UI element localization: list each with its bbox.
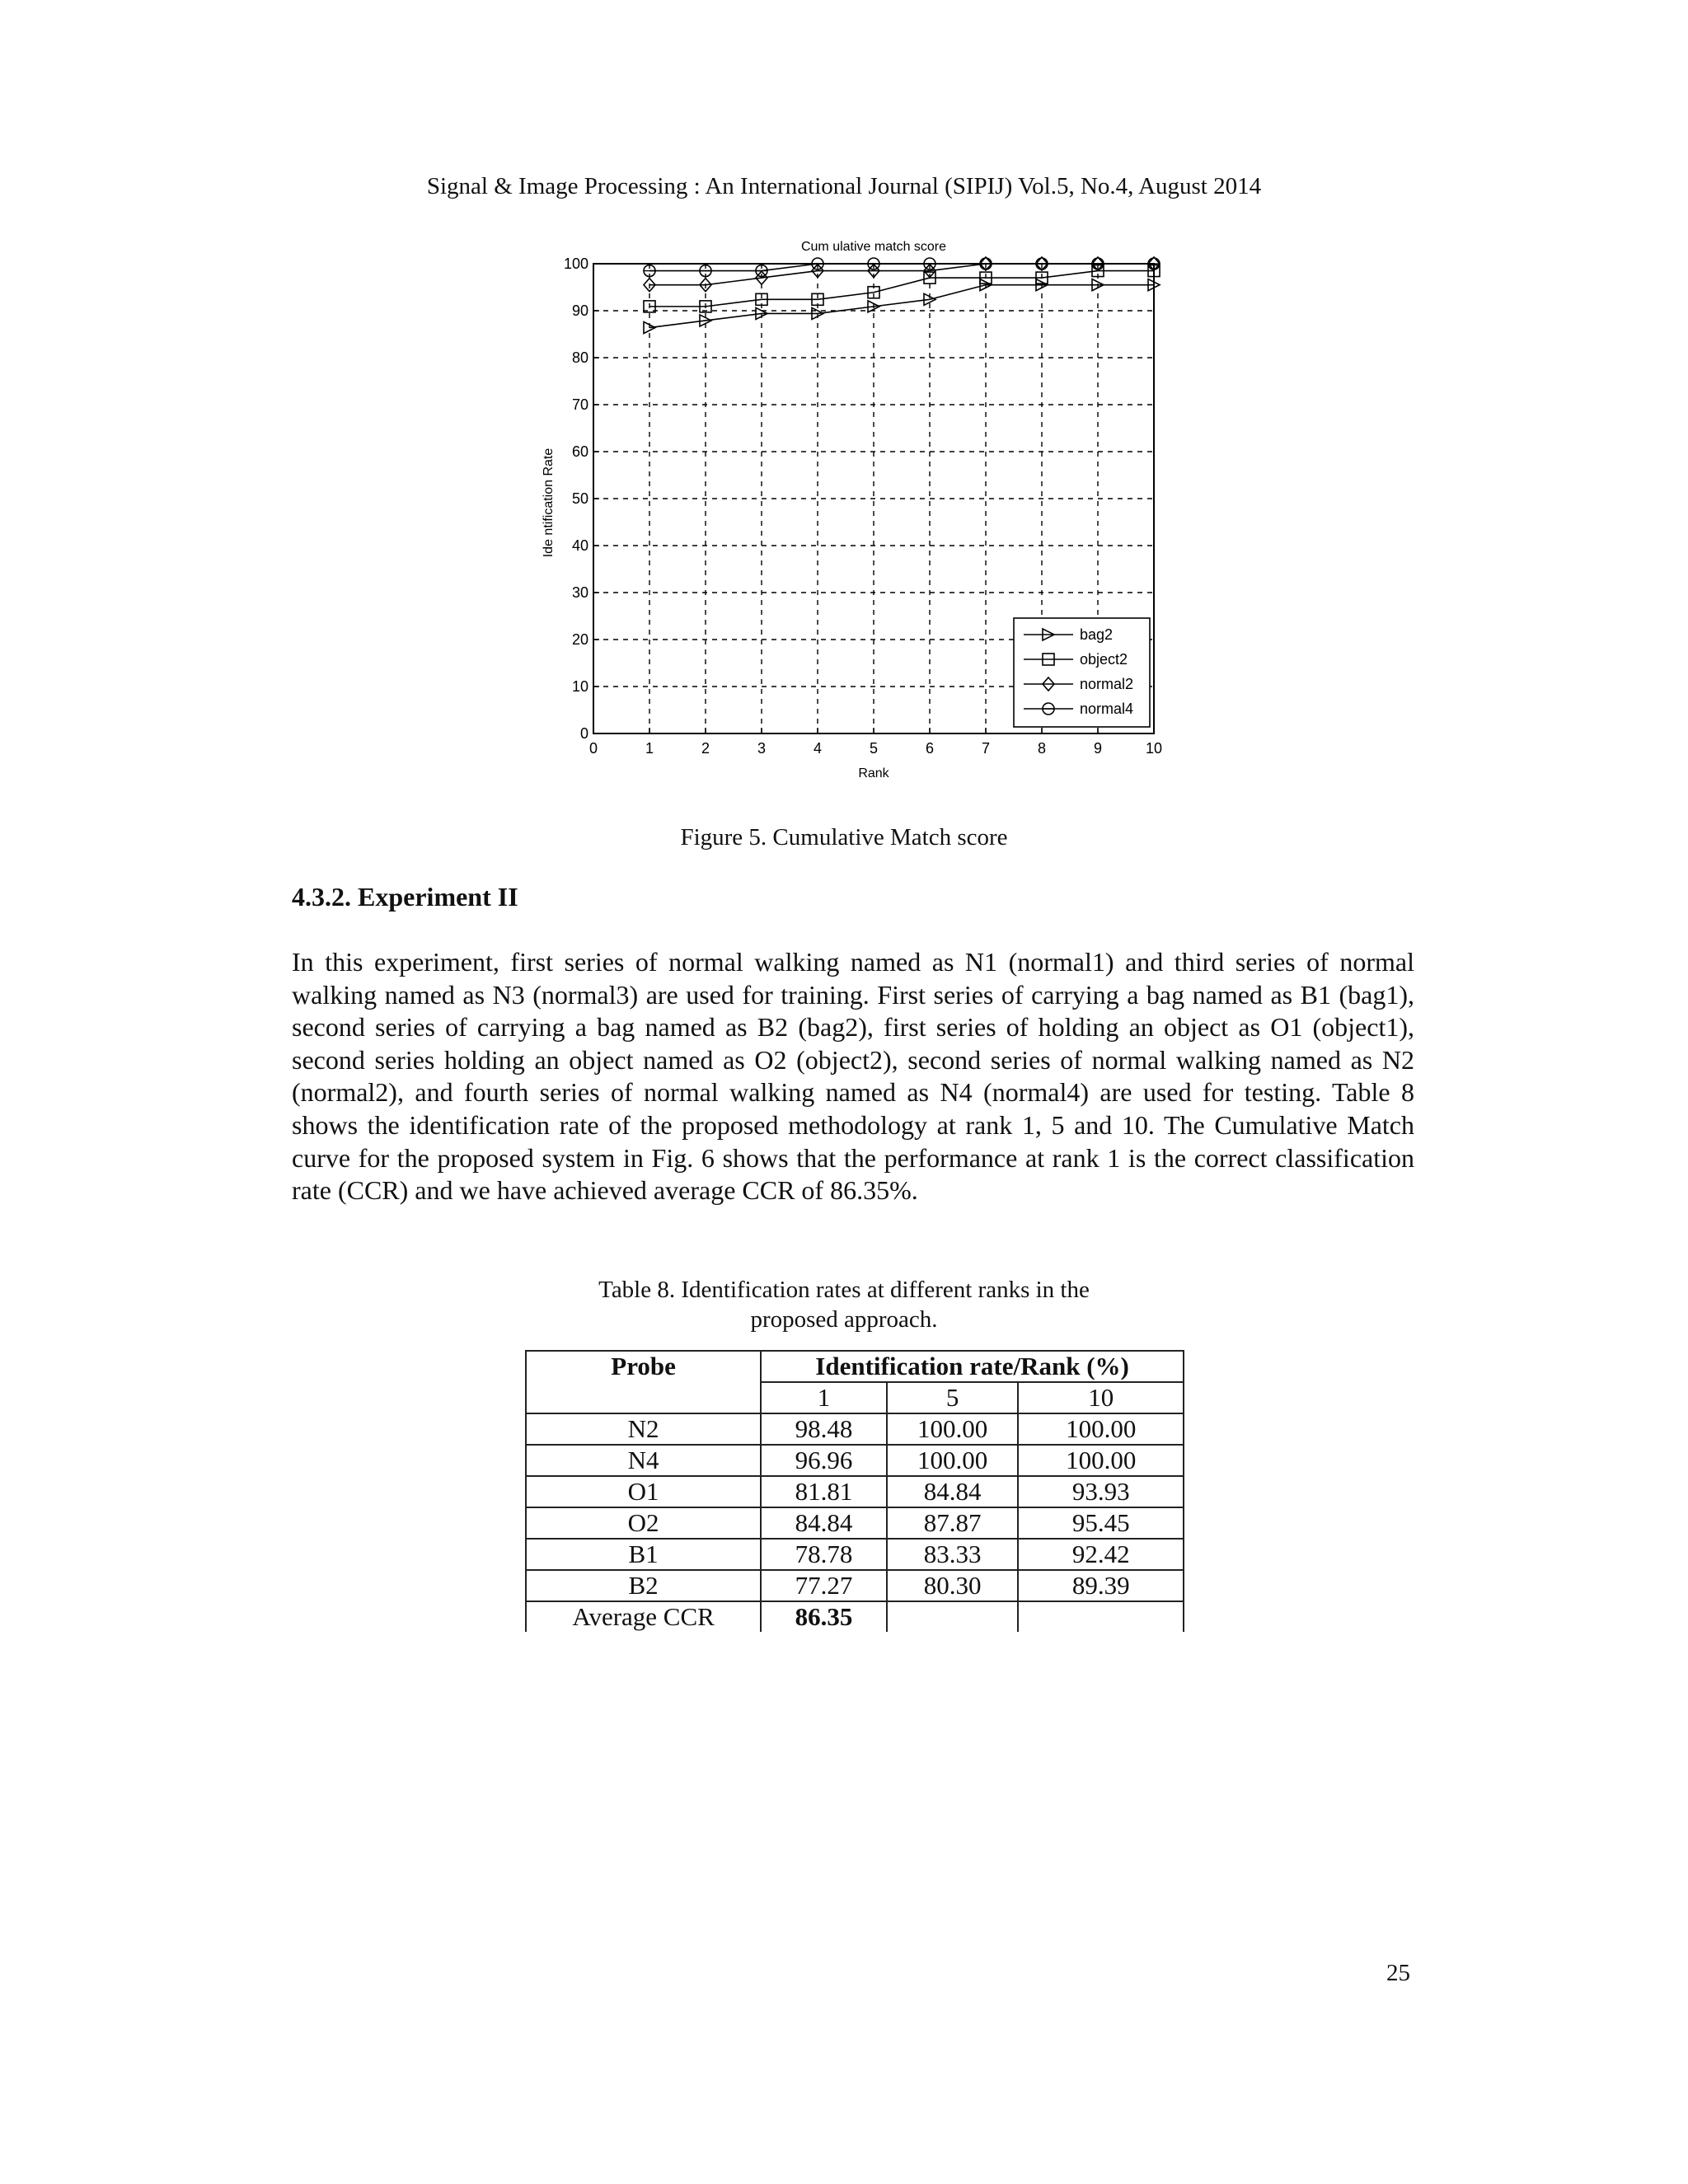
- y-tick-label: 50: [571, 490, 588, 507]
- figure-caption: Figure 5. Cumulative Match score: [680, 824, 1008, 851]
- x-tick-label: 3: [757, 740, 767, 757]
- x-tick-label: 2: [701, 740, 710, 757]
- rank-label: 10: [1018, 1382, 1184, 1413]
- empty-cell: [1018, 1601, 1184, 1632]
- cumulative-match-chart: [519, 231, 1179, 799]
- rank-label: 5: [887, 1382, 1019, 1413]
- rank1-cell: 98.48: [761, 1413, 887, 1445]
- rank5-cell: 80.30: [887, 1570, 1019, 1601]
- probe-cell: B1: [526, 1539, 761, 1570]
- probe-cell: O2: [526, 1507, 761, 1539]
- table-caption-line-1: Table 8. Identification rates at different ranks in the: [598, 1277, 1090, 1303]
- rank10-cell: 100.00: [1018, 1413, 1184, 1445]
- table-caption-line-2: proposed approach.: [750, 1306, 938, 1333]
- y-tick-label: 70: [571, 396, 588, 413]
- identification-rates-table: [525, 1350, 1184, 1632]
- y-tick-label: 30: [571, 584, 588, 601]
- page-number: 25: [1386, 1960, 1410, 1986]
- x-tick-label: 6: [925, 740, 935, 757]
- x-tick-label: 4: [813, 740, 823, 757]
- running-header: Signal & Image Processing : An International Journal (SIPIJ) Vol.5, No.4, August 2014: [426, 173, 1262, 199]
- chart-x-axis-label: Rank: [858, 766, 889, 780]
- legend-label: object2: [1080, 651, 1128, 668]
- legend-label: bag2: [1080, 626, 1114, 643]
- y-tick-label: 100: [563, 255, 588, 272]
- rank10-cell: 89.39: [1018, 1570, 1184, 1601]
- x-tick-label: 8: [1037, 740, 1047, 757]
- table-row: [526, 1539, 1184, 1570]
- rank10-cell: 100.00: [1018, 1445, 1184, 1476]
- y-tick-label: 90: [571, 302, 588, 319]
- table-header-row: [526, 1351, 1184, 1382]
- table-row: [526, 1570, 1184, 1601]
- body-paragraph: In this experiment, first series of normal walking named as N1 (normal1) and third series of normal walking named as N3 (normal3) are used for training. First series of carrying a bag named as B1 (bag1), second series of carrying a bag named as B2 (bag2), first series of holding an object as O1 (object1), second series holding an object named as O2 (object2), second series of normal walking named as N2 (normal2), and fourth series of normal walking named as N4 (normal4) are used for testing. Table 8 shows the identification rate of the proposed methodology at rank 1, 5 and 10. The Cumulative Match curve for the proposed system in Fig. 6 shows that the performance at rank 1 is the correct classification rate (CCR) and we have achieved average CCR of 86.35%.: [292, 947, 1414, 1206]
- rank5-cell: 100.00: [887, 1445, 1019, 1476]
- chart-y-axis-label: Ide ntification Rate: [542, 448, 556, 558]
- series-line-bag2: [649, 285, 1154, 328]
- series-line-normal4: [649, 264, 1154, 271]
- average-value: 86.35: [761, 1601, 887, 1632]
- rank10-cell: 95.45: [1018, 1507, 1184, 1539]
- chart-svg: [519, 231, 1179, 799]
- rank5-cell: 87.87: [887, 1507, 1019, 1539]
- y-tick-label: 20: [571, 631, 588, 648]
- y-tick-label: 60: [571, 443, 588, 460]
- section-heading: 4.3.2. Experiment II: [292, 882, 518, 912]
- header-probe: Probe: [526, 1351, 761, 1413]
- rank1-cell: 96.96: [761, 1445, 887, 1476]
- table-row: [526, 1507, 1184, 1539]
- header-identification-rate: Identification rate/Rank (%): [761, 1351, 1184, 1382]
- rank1-cell: 78.78: [761, 1539, 887, 1570]
- legend-label: normal2: [1080, 676, 1134, 692]
- x-tick-label: 5: [869, 740, 879, 757]
- rank10-cell: 92.42: [1018, 1539, 1184, 1570]
- x-tick-label: 9: [1093, 740, 1103, 757]
- y-tick-label: 40: [571, 537, 588, 554]
- x-tick-label: 7: [981, 740, 991, 757]
- rank10-cell: 93.93: [1018, 1476, 1184, 1507]
- average-row: [526, 1601, 1184, 1632]
- probe-cell: O1: [526, 1476, 761, 1507]
- y-tick-label: 80: [571, 349, 588, 366]
- average-label: Average CCR: [526, 1601, 761, 1632]
- rank5-cell: 83.33: [887, 1539, 1019, 1570]
- series-line-object2: [649, 271, 1154, 307]
- rank5-cell: 100.00: [887, 1413, 1019, 1445]
- rank-label: 1: [761, 1382, 887, 1413]
- empty-cell: [887, 1601, 1019, 1632]
- rank1-cell: 84.84: [761, 1507, 887, 1539]
- probe-cell: N2: [526, 1413, 761, 1445]
- x-tick-label: 1: [645, 740, 654, 757]
- table-row: [526, 1413, 1184, 1445]
- y-tick-label: 10: [571, 678, 588, 695]
- rank5-cell: 84.84: [887, 1476, 1019, 1507]
- table-row: [526, 1476, 1184, 1507]
- legend-label: normal4: [1080, 701, 1134, 717]
- table-row: [526, 1445, 1184, 1476]
- table-caption: [0, 1275, 1688, 1334]
- x-tick-label: 0: [588, 740, 598, 757]
- series-line-normal2: [649, 264, 1154, 285]
- rank1-cell: 77.27: [761, 1570, 887, 1601]
- y-tick-label: 0: [579, 725, 588, 742]
- rank1-cell: 81.81: [761, 1476, 887, 1507]
- chart-title: Cum ulative match score: [800, 240, 947, 254]
- probe-cell: N4: [526, 1445, 761, 1476]
- probe-cell: B2: [526, 1570, 761, 1601]
- x-tick-label: 10: [1145, 740, 1163, 757]
